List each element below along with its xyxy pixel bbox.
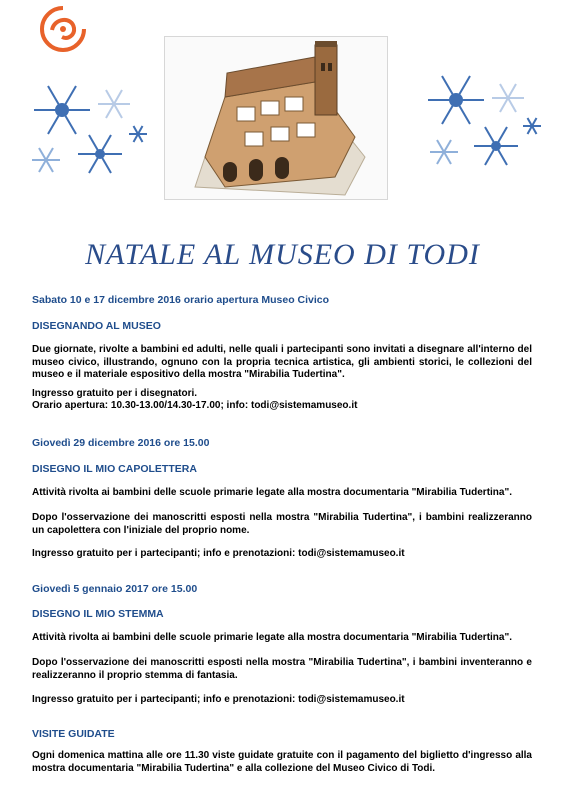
event-description: Dopo l'osservazione dei manoscritti esposti nella mostra "Mirabilia Tudertina", i bambini realizzeranno un capolettera con l'iniziale del proprio nome. [32,512,532,536]
event-info: Ingresso gratuito per i disegnatori. [32,388,198,399]
palazzo-model-illustration [165,37,387,199]
event-info: Orario apertura: 10.30-13.00/14.30-17.00; info: todi@sistemamuseo.it [32,400,358,411]
event-description: Attività rivolta ai bambini delle scuole primarie legate alla mostra documentaria "Mirabilia Tudertina". [32,632,512,643]
event-description: Dopo l'osservazione dei manoscritti esposti nella mostra "Mirabilia Tudertina", i bambini inventeranno e realizzeranno il proprio stemma di fantasia. [32,657,532,681]
event-date: Giovedì 5 gennaio 2017 ore 15.00 [32,583,198,595]
section-heading: DISEGNO IL MIO CAPOLETTERA [32,463,197,475]
event-date: Sabato 10 e 17 dicembre 2016 orario apertura Museo Civico [32,294,330,306]
hero-image [164,36,388,200]
event-info: Ingresso gratuito per i partecipanti; info e prenotazioni: todi@sistemamuseo.it [32,694,405,705]
section-heading: DISEGNO IL MIO STEMMA [32,608,164,620]
event-info: Ingresso gratuito per i partecipanti; info e prenotazioni: todi@sistemamuseo.it [32,548,405,559]
snowflake-icon [28,72,154,182]
event-description: Ogni domenica mattina alle ore 11.30 viste guidate gratuite con il pagamento del biglietto d'ingresso alla mostra documentaria "Mirabilia Tudertina" e alla collezione del Museo Civico di Todi. [32,750,532,774]
event-description: Due giornate, rivolte a bambini ed adulti, nelle quali i partecipanti sono invitati a disegnare all'interno del museo civico, illustrando, ognuno con la propria tecnica artistica, gli ambienti storici, le collezioni del museo e il materiale espositivo della mostra "Mirabilia Tudertina". [32,344,532,380]
page-title: NATALE AL MUSEO DI TODI [85,238,480,271]
section-heading: VISITE GUIDATE [32,728,115,740]
event-date: Giovedì 29 dicembre 2016 ore 15.00 [32,437,210,449]
section-heading: DISEGNANDO AL MUSEO [32,320,161,332]
museum-logo-icon [38,4,88,54]
snowflake-icon [420,68,546,178]
event-description: Attività rivolta ai bambini delle scuole primarie legate alla mostra documentaria "Mirabilia Tudertina". [32,487,512,498]
